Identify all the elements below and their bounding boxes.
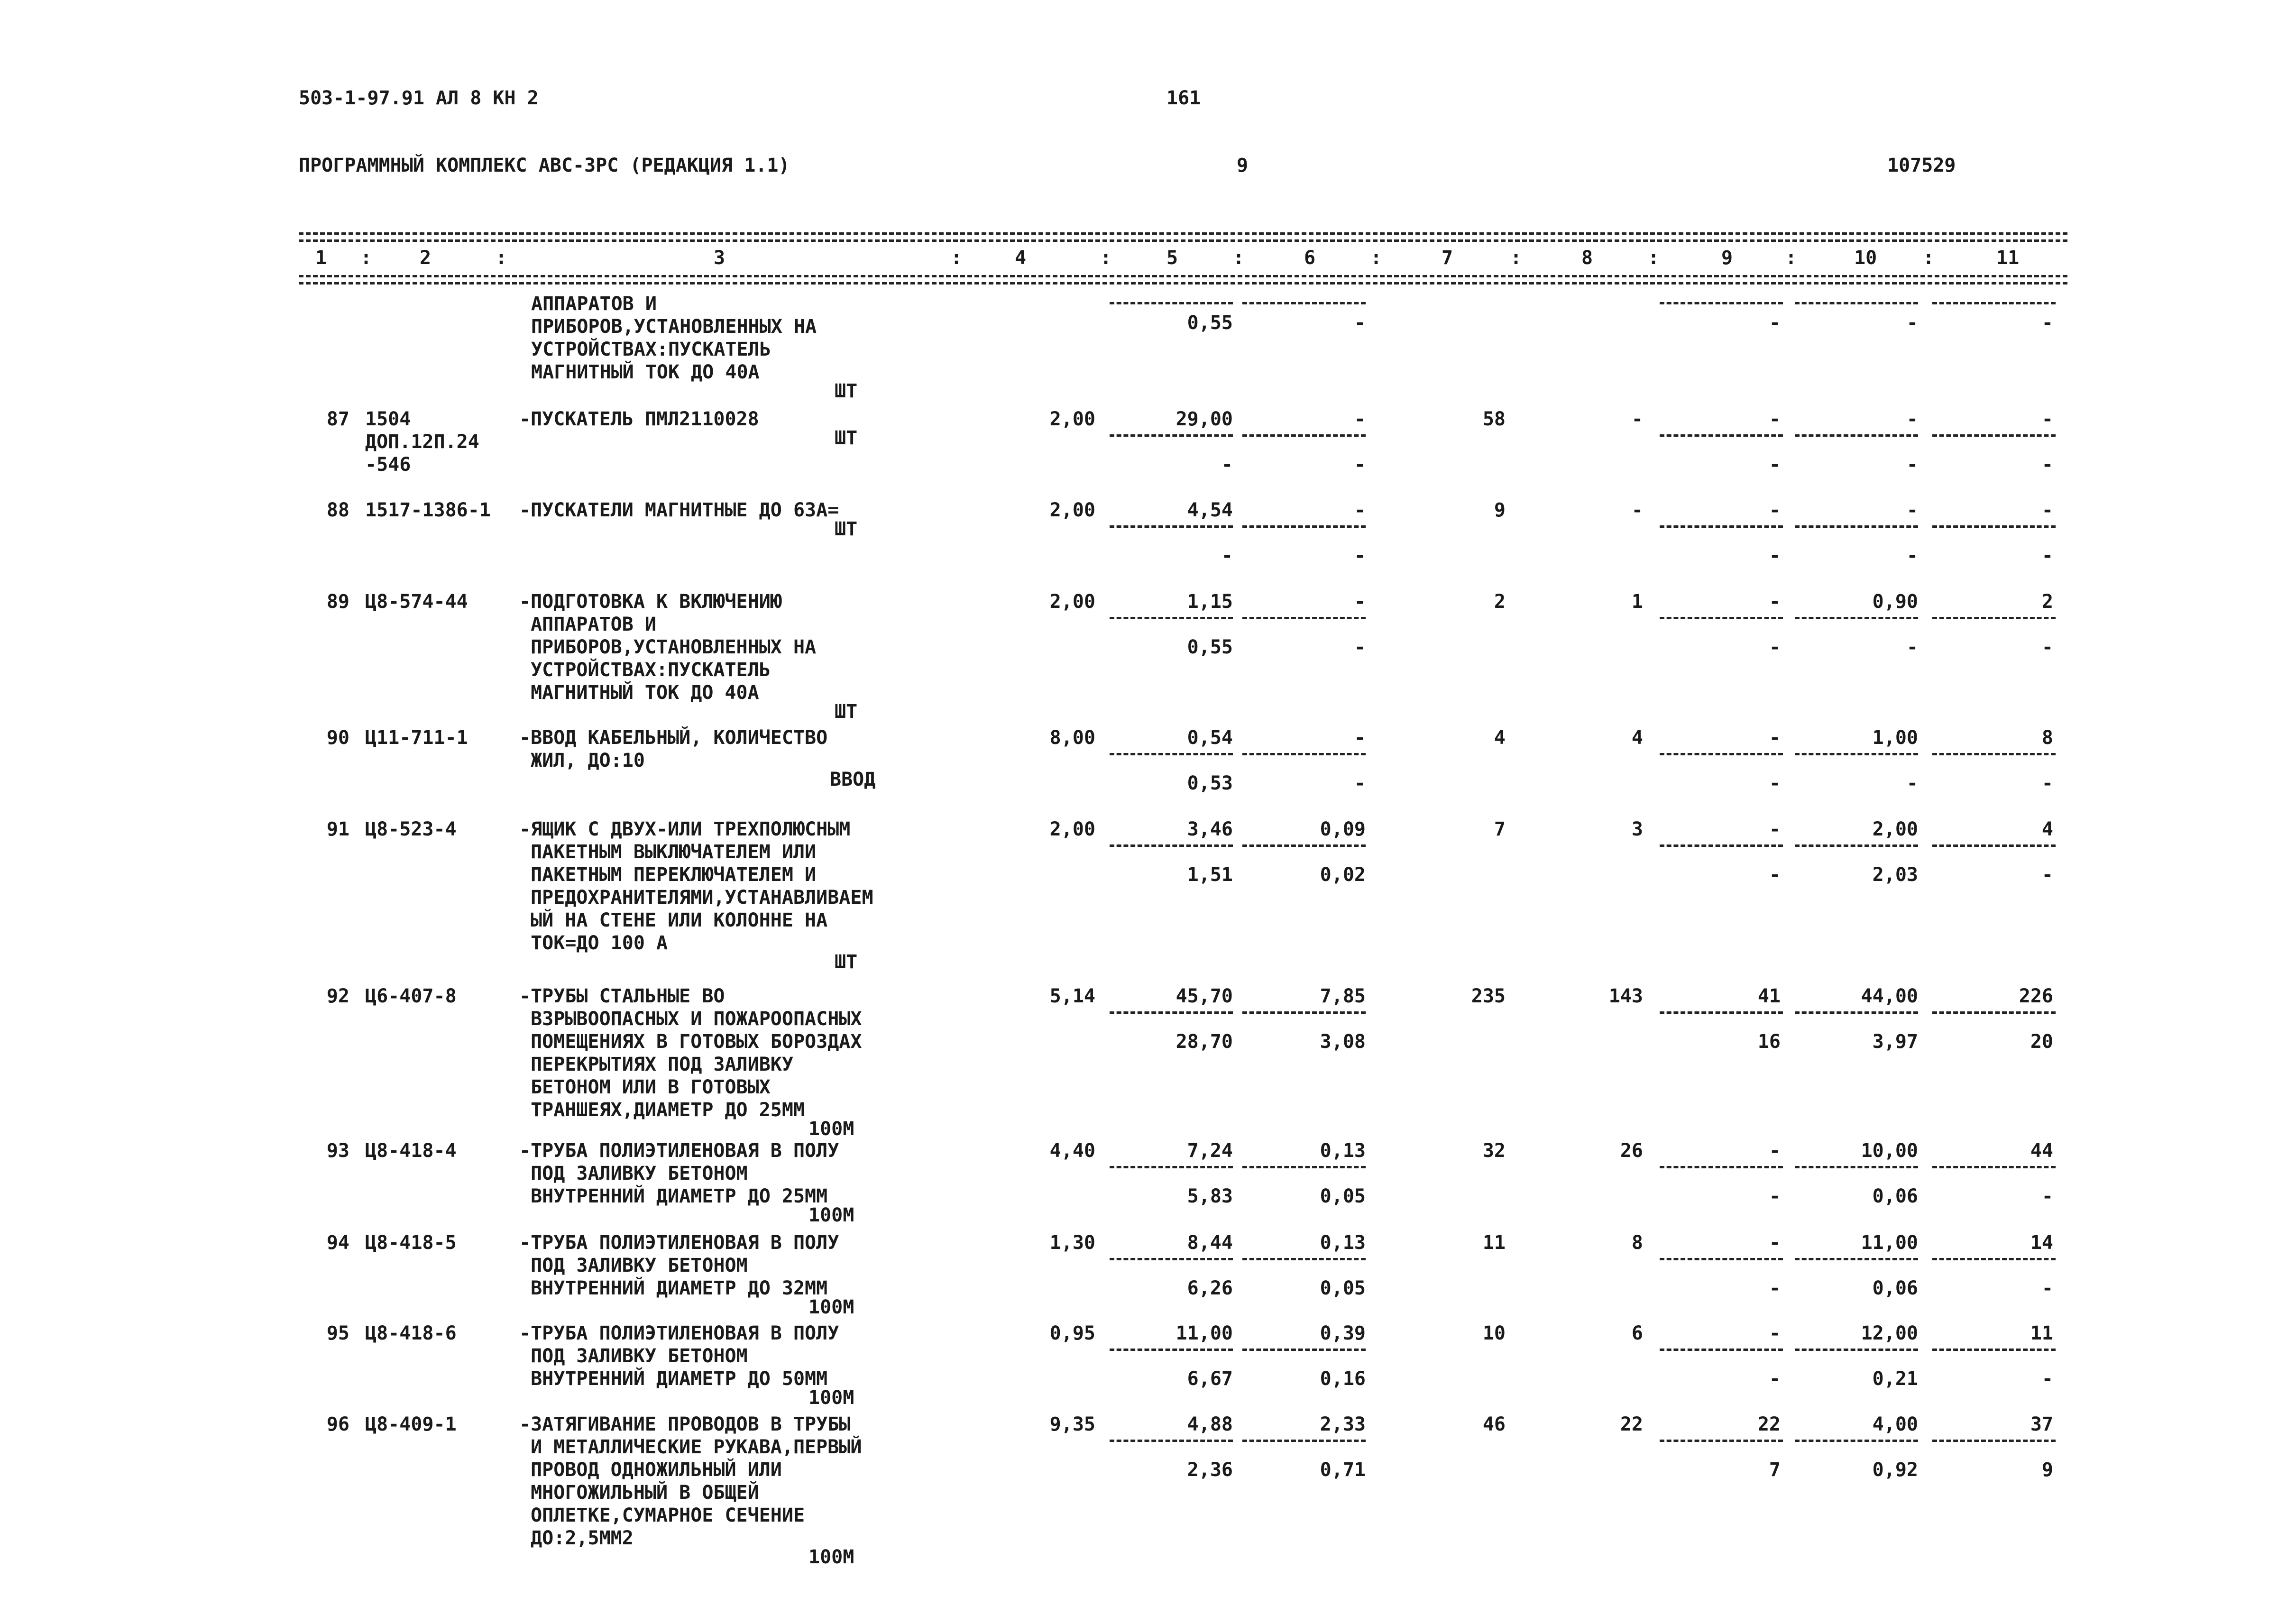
cell-separator-rule bbox=[1660, 617, 1783, 619]
col11-second-value: - bbox=[2041, 864, 2053, 886]
col6-second-value: - bbox=[1354, 636, 1366, 658]
col7-value: 4 bbox=[1494, 727, 1506, 749]
cell-separator-rule bbox=[1242, 302, 1366, 304]
col9-value: - bbox=[1769, 1232, 1781, 1254]
row-description: -ПУСКАТЕЛЬ ПМЛ2110028 bbox=[519, 408, 759, 430]
col7-value: 2 bbox=[1494, 591, 1506, 613]
col5-second-value: 0,55 bbox=[1187, 312, 1233, 334]
column-separator: : bbox=[1785, 247, 1797, 269]
row-description: ЫЙ НА СТЕНЕ ИЛИ КОЛОННЕ НА bbox=[519, 909, 828, 931]
row-description: ПОД ЗАЛИВКУ БЕТОНОМ bbox=[519, 1345, 748, 1367]
col5-second-value: 1,51 bbox=[1187, 864, 1233, 886]
cell-separator-rule bbox=[1660, 302, 1783, 304]
column-number-5: 5 bbox=[1166, 247, 1178, 269]
row-number: 87 bbox=[326, 408, 349, 430]
col5-value: 11,00 bbox=[1176, 1322, 1233, 1344]
col6-value: 0,39 bbox=[1320, 1322, 1366, 1344]
row-description: ДО:2,5ММ2 bbox=[519, 1527, 634, 1549]
col10-value: 0,90 bbox=[1872, 591, 1918, 613]
col5-value: 4,54 bbox=[1187, 499, 1233, 521]
row-description: -ЯЩИК С ДВУХ-ИЛИ ТРЕХПОЛЮСНЫМ bbox=[519, 818, 851, 840]
column-number-3: 3 bbox=[714, 247, 726, 269]
row-description: ПОМЕЩЕНИЯХ В ГОТОВЫХ БОРОЗДАХ bbox=[519, 1031, 862, 1053]
row-description: АППАРАТОВ И bbox=[519, 614, 656, 635]
quantity-value: 5,14 bbox=[1049, 985, 1095, 1007]
col6-second-value: - bbox=[1354, 454, 1366, 476]
col11-second-value: 20 bbox=[2030, 1031, 2053, 1053]
row-unit: ШТ bbox=[835, 427, 858, 449]
col7-value: 7 bbox=[1494, 818, 1506, 840]
cell-separator-rule bbox=[1660, 1011, 1783, 1014]
row-description: ЖИЛ, ДО:10 bbox=[519, 750, 645, 771]
column-separator: : bbox=[496, 247, 507, 269]
col5-value: 45,70 bbox=[1176, 985, 1233, 1007]
cell-separator-rule bbox=[1932, 1258, 2056, 1260]
row-code: Ц8-418-6 bbox=[365, 1322, 457, 1344]
row-description: УСТРОЙСТВАХ:ПУСКАТЕЛЬ bbox=[519, 659, 771, 681]
row-description: ПЕРЕКРЫТИЯХ ПОД ЗАЛИВКУ bbox=[519, 1054, 793, 1075]
col11-value: 14 bbox=[2030, 1232, 2053, 1254]
header-rule-top-2 bbox=[299, 239, 2067, 242]
column-separator: : bbox=[1648, 247, 1660, 269]
col11-value: - bbox=[2041, 408, 2053, 430]
column-separator: : bbox=[1510, 247, 1522, 269]
col10-value: 2,00 bbox=[1872, 818, 1918, 840]
row-description: ПАКЕТНЫМ ВЫКЛЮЧАТЕЛЕМ ИЛИ bbox=[519, 841, 817, 863]
col10-second-value: 2,03 bbox=[1872, 864, 1918, 886]
col8-value: - bbox=[1631, 408, 1643, 430]
row-unit: ШТ bbox=[835, 951, 858, 973]
col6-second-value: 0,16 bbox=[1320, 1368, 1366, 1390]
cell-separator-rule bbox=[1795, 753, 1918, 755]
col8-value: 6 bbox=[1631, 1322, 1643, 1344]
column-number-6: 6 bbox=[1304, 247, 1316, 269]
cell-separator-rule bbox=[1795, 844, 1918, 847]
col5-second-value: - bbox=[1221, 545, 1233, 567]
col7-value: 235 bbox=[1471, 985, 1506, 1007]
col9-value: 41 bbox=[1757, 985, 1781, 1007]
col5-second-value: 28,70 bbox=[1176, 1031, 1233, 1053]
col11-value: 44 bbox=[2030, 1140, 2053, 1162]
cell-separator-rule bbox=[1660, 525, 1783, 528]
header-rule-bottom-2 bbox=[299, 282, 2067, 284]
col6-second-value: 0,02 bbox=[1320, 864, 1366, 886]
col6-value: 0,09 bbox=[1320, 818, 1366, 840]
row-description: -ПУСКАТЕЛИ МАГНИТНЫЕ ДО 63А= bbox=[519, 499, 839, 521]
row-code: 1517-1386-1 bbox=[365, 499, 491, 521]
row-description: ОПЛЕТКЕ,СУМАРНОЕ СЕЧЕНИЕ bbox=[519, 1505, 805, 1526]
col6-second-value: 3,08 bbox=[1320, 1031, 1366, 1053]
col9-second-value: - bbox=[1769, 636, 1781, 658]
row-number: 88 bbox=[326, 499, 349, 521]
cell-separator-rule bbox=[1795, 525, 1918, 528]
cell-separator-rule bbox=[1110, 525, 1233, 528]
row-code: Ц8-574-44 bbox=[365, 591, 468, 613]
column-separator: : bbox=[1100, 247, 1112, 269]
cell-separator-rule bbox=[1110, 844, 1233, 847]
col8-value: 1 bbox=[1631, 591, 1643, 613]
row-number: 89 bbox=[326, 591, 349, 613]
row-number: 91 bbox=[326, 818, 349, 840]
col11-value: 226 bbox=[2019, 985, 2053, 1007]
row-unit: ШТ bbox=[835, 518, 858, 540]
row-description: МНОГОЖИЛЬНЫЙ В ОБЩЕЙ bbox=[519, 1482, 759, 1504]
document-number: 107529 bbox=[1887, 155, 1956, 176]
col9-second-value: - bbox=[1769, 772, 1781, 794]
row-code: Ц6-407-8 bbox=[365, 985, 457, 1007]
col5-value: 8,44 bbox=[1187, 1232, 1233, 1254]
row-description: ПОД ЗАЛИВКУ БЕТОНОМ bbox=[519, 1255, 748, 1276]
cell-separator-rule bbox=[1242, 1258, 1366, 1260]
col5-second-value: 2,36 bbox=[1187, 1459, 1233, 1481]
quantity-value: 2,00 bbox=[1049, 408, 1095, 430]
col10-second-value: - bbox=[1906, 545, 1918, 567]
col10-second-value: - bbox=[1906, 636, 1918, 658]
row-description: ПРИБОРОВ,УСТАНОВЛЕННЫХ НА bbox=[519, 636, 817, 658]
col9-value: - bbox=[1769, 499, 1781, 521]
col11-value: 8 bbox=[2041, 727, 2053, 749]
row-description: ПРЕДОХРАНИТЕЛЯМИ,УСТАНАВЛИВАЕМ bbox=[519, 887, 873, 908]
col10-second-value: 0,06 bbox=[1872, 1277, 1918, 1299]
col10-value: 10,00 bbox=[1861, 1140, 1918, 1162]
col10-value: 44,00 bbox=[1861, 985, 1918, 1007]
col9-value: - bbox=[1769, 727, 1781, 749]
col7-value: 9 bbox=[1494, 499, 1506, 521]
row-unit: ШТ bbox=[835, 380, 858, 402]
column-number-4: 4 bbox=[1015, 247, 1027, 269]
col6-value: - bbox=[1354, 499, 1366, 521]
col10-value: - bbox=[1906, 408, 1918, 430]
cell-separator-rule bbox=[1932, 617, 2056, 619]
row-number: 94 bbox=[326, 1232, 349, 1254]
cell-separator-rule bbox=[1242, 1440, 1366, 1442]
col9-second-value: 7 bbox=[1769, 1459, 1781, 1481]
cell-separator-rule bbox=[1110, 1166, 1233, 1168]
quantity-value: 1,30 bbox=[1049, 1232, 1095, 1254]
row-description: -ВВОД КАБЕЛЬНЫЙ, КОЛИЧЕСТВО bbox=[519, 727, 828, 749]
row-description: -ПОДГОТОВКА К ВКЛЮЧЕНИЮ bbox=[519, 591, 782, 613]
row-unit: 100М bbox=[808, 1546, 854, 1568]
cell-separator-rule bbox=[1932, 1349, 2056, 1351]
row-code: Ц8-418-4 bbox=[365, 1140, 457, 1162]
col8-value: - bbox=[1631, 499, 1643, 521]
row-code: 1504 bbox=[365, 408, 411, 430]
col10-second-value: - bbox=[1906, 454, 1918, 476]
row-description: ВНУТРЕННИЙ ДИАМЕТР ДО 50ММ bbox=[519, 1368, 828, 1390]
col9-second-value: - bbox=[1769, 1368, 1781, 1390]
cell-separator-rule bbox=[1660, 753, 1783, 755]
cell-separator-rule bbox=[1932, 1166, 2056, 1168]
cell-separator-rule bbox=[1242, 1011, 1366, 1014]
col9-second-value: - bbox=[1769, 864, 1781, 886]
row-code: Ц8-418-5 bbox=[365, 1232, 457, 1254]
col11-value: 2 bbox=[2041, 591, 2053, 613]
column-separator: : bbox=[360, 247, 372, 269]
col11-value: 37 bbox=[2030, 1413, 2053, 1435]
col11-second-value: - bbox=[2041, 772, 2053, 794]
col6-value: - bbox=[1354, 727, 1366, 749]
cell-separator-rule bbox=[1110, 617, 1233, 619]
col5-value: 7,24 bbox=[1187, 1140, 1233, 1162]
col7-value: 11 bbox=[1482, 1232, 1506, 1254]
column-separator: : bbox=[951, 247, 963, 269]
col6-second-value: - bbox=[1354, 545, 1366, 567]
col8-value: 22 bbox=[1620, 1413, 1643, 1435]
row-number: 95 bbox=[326, 1322, 349, 1344]
col9-value: - bbox=[1769, 1322, 1781, 1344]
cell-separator-rule bbox=[1795, 1258, 1918, 1260]
col10-value: 4,00 bbox=[1872, 1413, 1918, 1435]
quantity-value: 2,00 bbox=[1049, 499, 1095, 521]
col8-value: 4 bbox=[1631, 727, 1643, 749]
col5-value: 4,88 bbox=[1187, 1413, 1233, 1435]
cell-separator-rule bbox=[1110, 1349, 1233, 1351]
header-rule-bottom bbox=[299, 275, 2067, 277]
cell-separator-rule bbox=[1795, 1011, 1918, 1014]
col11-second-value: - bbox=[2041, 454, 2053, 476]
row-description: МАГНИТНЫЙ ТОК ДО 40А bbox=[519, 682, 759, 704]
column-separator: : bbox=[1370, 247, 1382, 269]
row-code: ДОП.12П.24 bbox=[365, 431, 479, 453]
row-description: И МЕТАЛЛИЧЕСКИЕ РУКАВА,ПЕРВЫЙ bbox=[519, 1436, 862, 1458]
col5-value: 29,00 bbox=[1176, 408, 1233, 430]
row-unit: 100М bbox=[808, 1296, 854, 1318]
col6-value: - bbox=[1354, 408, 1366, 430]
row-description: ВЗРЫВООПАСНЫХ И ПОЖАРООПАСНЫХ bbox=[519, 1008, 862, 1030]
col7-value: 10 bbox=[1482, 1322, 1506, 1344]
col5-second-value: 5,83 bbox=[1187, 1185, 1233, 1207]
col6-second-value: - bbox=[1354, 312, 1366, 334]
column-separator: : bbox=[1233, 247, 1245, 269]
row-unit: ВВОД bbox=[830, 769, 876, 790]
cell-separator-rule bbox=[1110, 302, 1233, 304]
col10-second-value: 0,06 bbox=[1872, 1185, 1918, 1207]
col5-second-value: 0,55 bbox=[1187, 636, 1233, 658]
cell-separator-rule bbox=[1660, 1440, 1783, 1442]
row-code: Ц8-409-1 bbox=[365, 1413, 457, 1435]
col6-second-value: - bbox=[1354, 772, 1366, 794]
col11-second-value: 9 bbox=[2041, 1459, 2053, 1481]
col11-value: - bbox=[2041, 312, 2053, 334]
col5-value: 3,46 bbox=[1187, 818, 1233, 840]
col11-second-value: - bbox=[2041, 1277, 2053, 1299]
cell-separator-rule bbox=[1932, 525, 2056, 528]
row-description: БЕТОНОМ ИЛИ В ГОТОВЫХ bbox=[519, 1076, 771, 1098]
cell-separator-rule bbox=[1932, 844, 2056, 847]
cell-separator-rule bbox=[1932, 302, 2056, 304]
cell-separator-rule bbox=[1110, 434, 1233, 437]
col5-value: 0,54 bbox=[1187, 727, 1233, 749]
col11-second-value: - bbox=[2041, 636, 2053, 658]
cell-separator-rule bbox=[1932, 1440, 2056, 1442]
row-description: -ЗАТЯГИВАНИЕ ПРОВОДОВ В ТРУБЫ bbox=[519, 1413, 851, 1435]
col10-value: 11,00 bbox=[1861, 1232, 1918, 1254]
cell-separator-rule bbox=[1110, 753, 1233, 755]
row-description: АППАРАТОВ И bbox=[531, 293, 657, 315]
cell-separator-rule bbox=[1660, 1349, 1783, 1351]
quantity-value: 9,35 bbox=[1049, 1413, 1095, 1435]
cell-separator-rule bbox=[1795, 1349, 1918, 1351]
cell-separator-rule bbox=[1660, 1258, 1783, 1260]
quantity-value: 2,00 bbox=[1049, 591, 1095, 613]
col10-second-value: 3,97 bbox=[1872, 1031, 1918, 1053]
column-number-9: 9 bbox=[1721, 247, 1733, 269]
cell-separator-rule bbox=[1242, 753, 1366, 755]
col10-value: 12,00 bbox=[1861, 1322, 1918, 1344]
col6-second-value: 0,05 bbox=[1320, 1185, 1366, 1207]
col5-second-value: - bbox=[1221, 454, 1233, 476]
col7-value: 58 bbox=[1482, 408, 1506, 430]
col6-value: 0,13 bbox=[1320, 1232, 1366, 1254]
col8-value: 3 bbox=[1631, 818, 1643, 840]
row-unit: ШТ bbox=[835, 701, 858, 723]
col9-value: 22 bbox=[1757, 1413, 1781, 1435]
program-title: ПРОГРАММНЫЙ КОМПЛЕКС АВС-ЗРС (РЕДАКЦИЯ 1.1) bbox=[299, 155, 790, 176]
col8-value: 143 bbox=[1608, 985, 1643, 1007]
col9-second-value: - bbox=[1769, 1185, 1781, 1207]
column-number-2: 2 bbox=[420, 247, 432, 269]
cell-separator-rule bbox=[1110, 1258, 1233, 1260]
cell-separator-rule bbox=[1110, 1440, 1233, 1442]
cell-separator-rule bbox=[1242, 1166, 1366, 1168]
quantity-value: 8,00 bbox=[1049, 727, 1095, 749]
col6-second-value: 0,05 bbox=[1320, 1277, 1366, 1299]
col10-value: - bbox=[1906, 312, 1918, 334]
row-unit: 100М bbox=[808, 1204, 854, 1226]
col9-value: - bbox=[1769, 591, 1781, 613]
col6-second-value: 0,71 bbox=[1320, 1459, 1366, 1481]
row-code: -546 bbox=[365, 454, 411, 476]
row-unit: 100М bbox=[808, 1118, 854, 1140]
cell-separator-rule bbox=[1242, 617, 1366, 619]
cell-separator-rule bbox=[1932, 1011, 2056, 1014]
col10-value: - bbox=[1906, 499, 1918, 521]
cell-separator-rule bbox=[1242, 844, 1366, 847]
row-description: ПАКЕТНЫМ ПЕРЕКЛЮЧАТЕЛЕМ И bbox=[519, 864, 817, 886]
cell-separator-rule bbox=[1242, 525, 1366, 528]
row-description: -ТРУБА ПОЛИЭТИЛЕНОВАЯ В ПОЛУ bbox=[519, 1322, 839, 1344]
row-description: УСТРОЙСТВАХ:ПУСКАТЕЛЬ bbox=[531, 339, 771, 360]
cell-separator-rule bbox=[1795, 434, 1918, 437]
cell-separator-rule bbox=[1660, 1166, 1783, 1168]
column-separator: : bbox=[1923, 247, 1935, 269]
col10-second-value: 0,21 bbox=[1872, 1368, 1918, 1390]
col11-second-value: - bbox=[2041, 545, 2053, 567]
col9-second-value: - bbox=[1769, 545, 1781, 567]
cell-separator-rule bbox=[1660, 434, 1783, 437]
row-description: ПОД ЗАЛИВКУ БЕТОНОМ bbox=[519, 1163, 748, 1184]
sheet-number: 9 bbox=[1237, 155, 1249, 176]
column-number-11: 11 bbox=[1996, 247, 2020, 269]
row-number: 93 bbox=[326, 1140, 349, 1162]
col9-value: - bbox=[1769, 1140, 1781, 1162]
row-number: 90 bbox=[326, 727, 349, 749]
row-description: ПРИБОРОВ,УСТАНОВЛЕННЫХ НА bbox=[531, 316, 817, 338]
cell-separator-rule bbox=[1932, 753, 2056, 755]
col11-second-value: - bbox=[2041, 1368, 2053, 1390]
page-number: 161 bbox=[1166, 87, 1201, 109]
col9-value: - bbox=[1769, 312, 1781, 334]
col6-value: 7,85 bbox=[1320, 985, 1366, 1007]
row-description: ПРОВОД ОДНОЖИЛЬНЫЙ ИЛИ bbox=[519, 1459, 782, 1481]
quantity-value: 0,95 bbox=[1049, 1322, 1095, 1344]
col8-value: 26 bbox=[1620, 1140, 1643, 1162]
row-unit: 100М bbox=[808, 1387, 854, 1409]
column-number-10: 10 bbox=[1854, 247, 1877, 269]
row-number: 96 bbox=[326, 1413, 349, 1435]
col5-value: 1,15 bbox=[1187, 591, 1233, 613]
cell-separator-rule bbox=[1795, 1440, 1918, 1442]
col6-value: 2,33 bbox=[1320, 1413, 1366, 1435]
col11-value: 11 bbox=[2030, 1322, 2053, 1344]
row-number: 92 bbox=[326, 985, 349, 1007]
col5-second-value: 0,53 bbox=[1187, 772, 1233, 794]
cell-separator-rule bbox=[1795, 1166, 1918, 1168]
col10-second-value: 0,92 bbox=[1872, 1459, 1918, 1481]
quantity-value: 2,00 bbox=[1049, 818, 1095, 840]
col11-value: - bbox=[2041, 499, 2053, 521]
cell-separator-rule bbox=[1242, 1349, 1366, 1351]
row-description: МАГНИТНЫЙ ТОК ДО 40А bbox=[531, 361, 760, 383]
column-number-8: 8 bbox=[1581, 247, 1593, 269]
column-number-7: 7 bbox=[1442, 247, 1453, 269]
col10-second-value: - bbox=[1906, 772, 1918, 794]
col10-value: 1,00 bbox=[1872, 727, 1918, 749]
cell-separator-rule bbox=[1932, 434, 2056, 437]
cell-separator-rule bbox=[1660, 844, 1783, 847]
cell-separator-rule bbox=[1795, 302, 1918, 304]
quantity-value: 4,40 bbox=[1049, 1140, 1095, 1162]
header-rule-top bbox=[299, 232, 2067, 235]
col6-value: 0,13 bbox=[1320, 1140, 1366, 1162]
col9-second-value: - bbox=[1769, 1277, 1781, 1299]
document-code: 503-1-97.91 АЛ 8 КН 2 bbox=[299, 87, 539, 109]
col6-value: - bbox=[1354, 591, 1366, 613]
cell-separator-rule bbox=[1242, 434, 1366, 437]
col11-second-value: - bbox=[2041, 1185, 2053, 1207]
row-code: Ц8-523-4 bbox=[365, 818, 457, 840]
row-description: -ТРУБА ПОЛИЭТИЛЕНОВАЯ В ПОЛУ bbox=[519, 1140, 839, 1162]
row-description: ВНУТРЕННИЙ ДИАМЕТР ДО 32ММ bbox=[519, 1277, 828, 1299]
row-description: ТОК=ДО 100 А bbox=[519, 932, 668, 954]
col5-second-value: 6,26 bbox=[1187, 1277, 1233, 1299]
row-description: -ТРУБА ПОЛИЭТИЛЕНОВАЯ В ПОЛУ bbox=[519, 1232, 839, 1254]
cell-separator-rule bbox=[1110, 1011, 1233, 1014]
row-code: Ц11-711-1 bbox=[365, 727, 468, 749]
col9-value: - bbox=[1769, 408, 1781, 430]
row-description: ТРАНШЕЯХ,ДИАМЕТР ДО 25ММ bbox=[519, 1099, 805, 1121]
cell-separator-rule bbox=[1795, 617, 1918, 619]
column-number-1: 1 bbox=[315, 247, 327, 269]
col11-value: 4 bbox=[2041, 818, 2053, 840]
col7-value: 46 bbox=[1482, 1413, 1506, 1435]
row-description: -ТРУБЫ СТАЛЬНЫЕ ВО bbox=[519, 985, 725, 1007]
col9-value: - bbox=[1769, 818, 1781, 840]
col8-value: 8 bbox=[1631, 1232, 1643, 1254]
col5-second-value: 6,67 bbox=[1187, 1368, 1233, 1390]
row-description: ВНУТРЕННИЙ ДИАМЕТР ДО 25ММ bbox=[519, 1185, 828, 1207]
col9-second-value: - bbox=[1769, 454, 1781, 476]
col9-second-value: 16 bbox=[1757, 1031, 1781, 1053]
col7-value: 32 bbox=[1482, 1140, 1506, 1162]
